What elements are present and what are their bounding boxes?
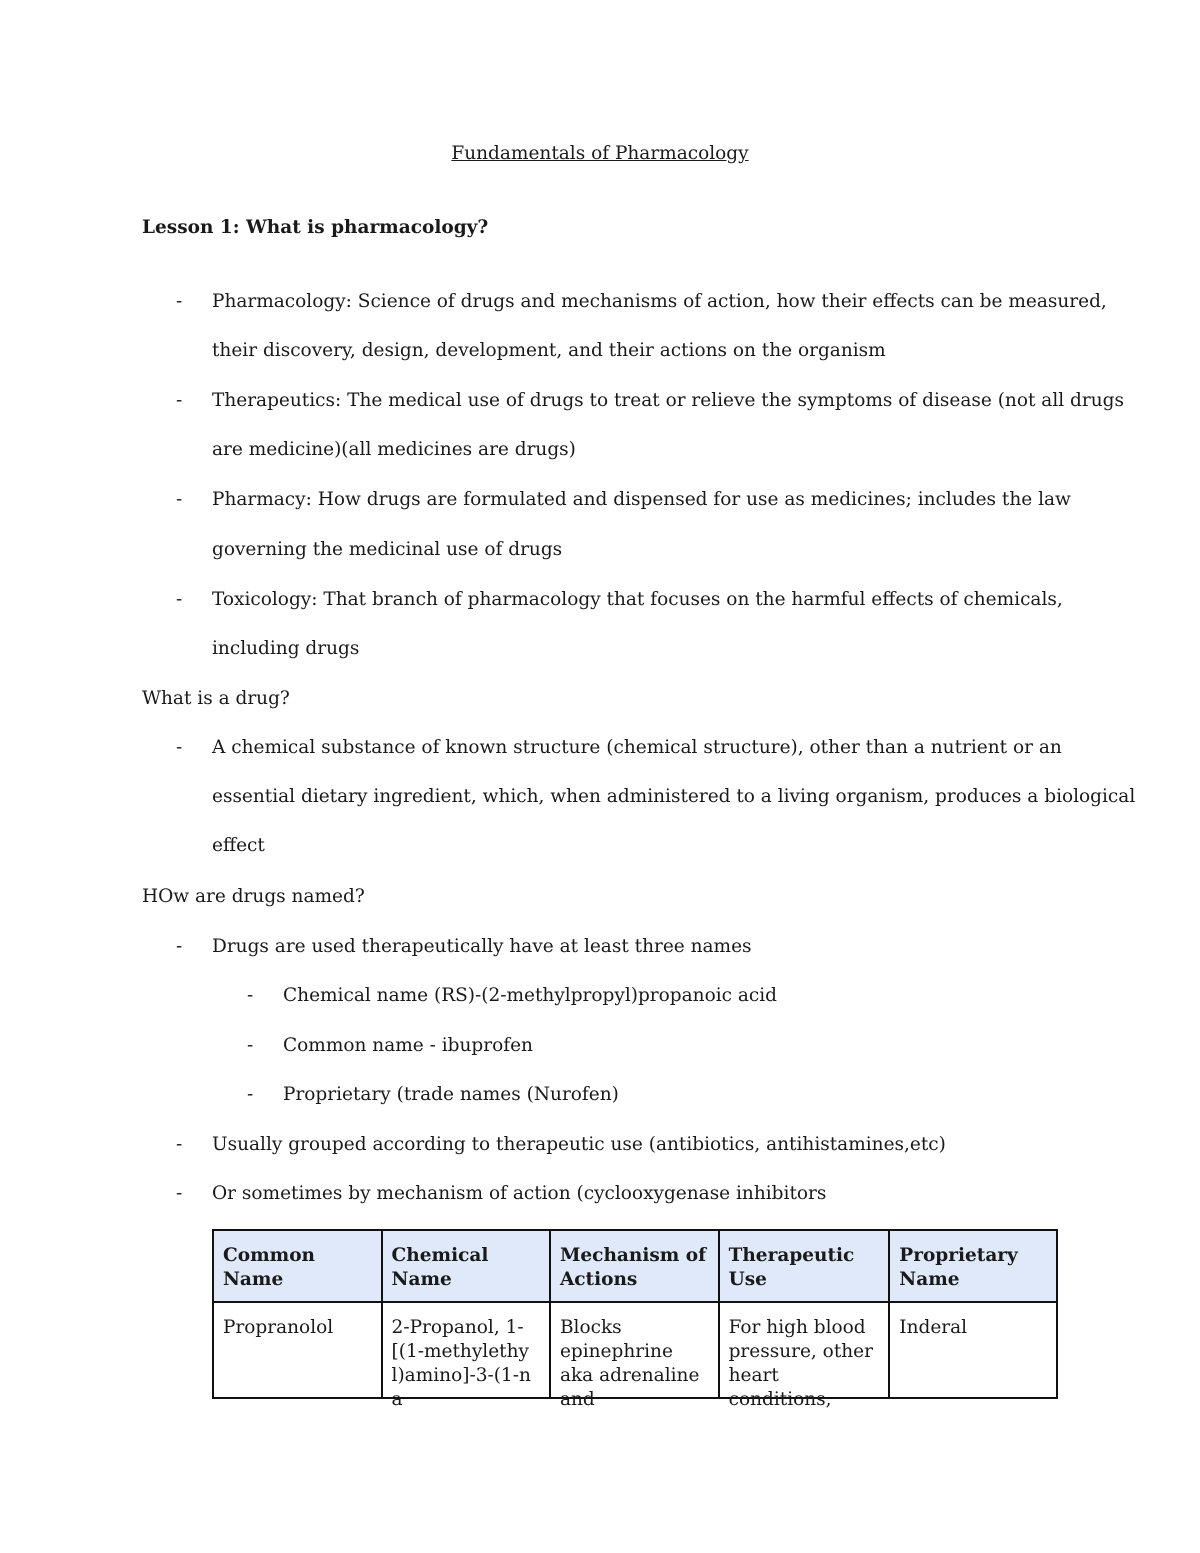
sub-bullet-dash: - [247, 1035, 254, 1056]
drug-question: What is a drug? [142, 688, 290, 709]
table-row [213, 1302, 1057, 1398]
chemical-name-item: Chemical name (RS)-(2-methylpropyl)propanoic acid [283, 985, 778, 1006]
naming-intro: Drugs are used therapeutically have at least three names [212, 936, 752, 957]
bullet-dash: - [176, 936, 183, 957]
cell-mechanism: Blocks epinephrine aka adrenaline and [550, 1302, 719, 1398]
header-proprietary-name: Proprietary Name [889, 1230, 1057, 1302]
header-mechanism: Mechanism of Actions [550, 1230, 719, 1302]
drug-definition-line2: essential dietary ingredient, which, when administered to a living organism, produces a biological [212, 786, 1136, 807]
definition-toxicology-line1: Toxicology: That branch of pharmacology that focuses on the harmful effects of chemicals, [212, 589, 1063, 610]
definition-therapeutics-line1: Therapeutics: The medical use of drugs to treat or relieve the symptoms of disease (not all drugs [212, 390, 1124, 411]
header-therapeutic-use: Therapeutic Use [719, 1230, 890, 1302]
definition-pharmacy-line2: governing the medicinal use of drugs [212, 539, 563, 560]
sub-bullet-dash: - [247, 1084, 254, 1105]
definition-toxicology-line2: including drugs [212, 638, 360, 659]
cell-proprietary-name: Inderal [889, 1302, 1057, 1398]
proprietary-name-item: Proprietary (trade names (Nurofen) [283, 1084, 619, 1105]
drug-table [212, 1229, 1058, 1410]
bullet-dash: - [176, 589, 183, 610]
document-title: Fundamentals of Pharmacology [451, 143, 749, 164]
bullet-dash: - [176, 489, 183, 510]
grouping-item: Usually grouped according to therapeutic use (antibiotics, antihistamines,etc) [212, 1134, 946, 1155]
drug-definition-line1: A chemical substance of known structure (chemical structure), other than a nutrient or an [212, 737, 1062, 758]
bullet-dash: - [176, 291, 183, 312]
cell-chemical-name: 2-Propanol, 1-[(1-methylethyl)amino]-3-(1-na [382, 1302, 550, 1398]
common-name-item: Common name - ibuprofen [283, 1035, 533, 1056]
definition-pharmacy-line1: Pharmacy: How drugs are formulated and dispensed for use as medicines; includes the law [212, 489, 1071, 510]
table-header-row [213, 1230, 1057, 1302]
header-chemical-name: Chemical Name [382, 1230, 550, 1302]
bullet-dash: - [176, 737, 183, 758]
cell-common-name: Propranolol [213, 1302, 382, 1398]
sub-bullet-dash: - [247, 985, 254, 1006]
bullet-dash: - [176, 1183, 183, 1204]
definition-pharmacology-line1: Pharmacology: Science of drugs and mechanisms of action, how their effects can be measured, [212, 291, 1107, 312]
mechanism-item: Or sometimes by mechanism of action (cyclooxygenase inhibitors [212, 1183, 827, 1204]
definition-pharmacology-line2: their discovery, design, development, and their actions on the organism [212, 340, 886, 361]
lesson-heading: Lesson 1: What is pharmacology? [142, 217, 489, 238]
bullet-dash: - [176, 1134, 183, 1155]
header-common-name: Common Name [213, 1230, 382, 1302]
bullet-dash: - [176, 390, 183, 411]
naming-question: HOw are drugs named? [142, 886, 365, 907]
definition-therapeutics-line2: are medicine)(all medicines are drugs) [212, 439, 576, 460]
cell-therapeutic-use: For high blood pressure, other heart conditions, [719, 1302, 890, 1398]
drug-definition-line3: effect [212, 835, 265, 856]
